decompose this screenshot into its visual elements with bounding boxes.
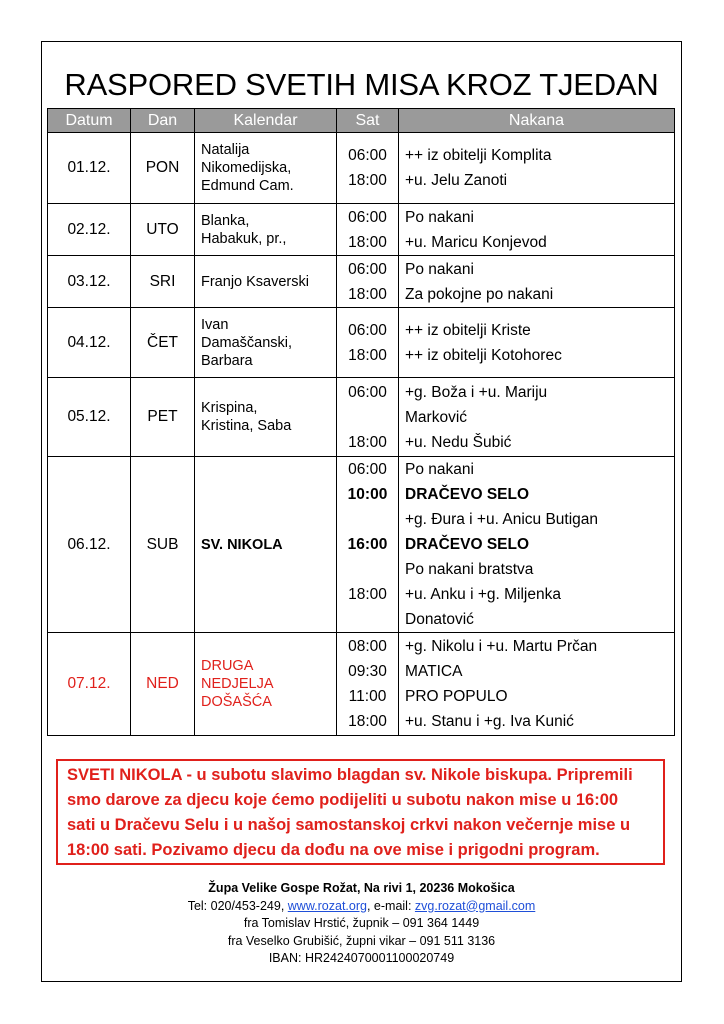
row-date: 04.12. [48,308,131,378]
row-calendar [195,256,337,308]
row-intentions [399,378,675,457]
notice-line: smo darove za djecu koje ćemo podijeliti u subotu nakon mise u 16:00 [67,791,619,809]
row-times [337,256,399,308]
time-line: 18:00 [348,172,387,189]
intention-line: Po nakani bratstva [405,561,534,578]
time-line [343,507,392,532]
row-day: SRI [131,256,195,308]
row-times [337,204,399,256]
intention-line: DRAČEVO SELO [405,536,530,553]
calendar-line: Barbara [201,352,253,369]
calendar-line: Ivan [201,316,229,333]
row-day: PON [131,133,195,204]
time-line: 18:00 [348,346,387,364]
intention-line: +u. Nedu Šubić [405,433,512,451]
row-day: ČET [131,308,195,378]
calendar-line: DOŠAŠĆA [201,694,272,710]
row-intentions [399,633,675,736]
intention-line: PRO POPULO [405,688,508,705]
table-row [48,133,675,204]
email-label: , e-mail: [366,898,412,913]
table-row [48,633,675,736]
time-line: 18:00 [348,586,387,603]
parish-address: Župa Velike Gospe Rožat, Na rivi 1, 20236 Mokošica [208,881,515,895]
row-intentions [399,256,675,308]
row-calendar [195,204,337,256]
website-link[interactable]: www.rozat.org [287,898,367,913]
calendar-line: Nikomedijska, [201,160,292,176]
row-date: 06.12. [48,457,131,633]
table-row [48,204,675,256]
time-line: 06:00 [348,461,387,478]
intention-line: +u. Stanu i +g. Iva Kunić [405,713,574,730]
table-row [48,378,675,457]
intention-line: Marković [405,408,468,426]
row-times [337,133,399,204]
header-date: Datum [48,109,131,133]
calendar-line: Krispina, [201,400,258,416]
time-line: 18:00 [348,233,387,251]
row-day: PET [131,378,195,457]
time-line: 06:00 [348,321,387,339]
row-times [337,633,399,736]
phone-text: Tel: 020/453-249, [187,898,285,913]
intention-line: +g. Boža i +u. Mariju [405,383,548,401]
row-date: 01.12. [48,133,131,204]
calendar-line: SV. NIKOLA [201,536,283,553]
time-line: 08:00 [348,638,387,655]
calendar-line: Damaščanski, [201,334,293,351]
time-line: 09:30 [348,663,387,680]
intention-line: DRAČEVO SELO [405,486,530,503]
notice-box [56,759,665,865]
intention-line: Po nakani [405,260,474,278]
time-line: 10:00 [347,486,388,503]
row-day: NED [131,633,195,736]
row-calendar [195,378,337,457]
calendar-line: Natalija [201,142,250,158]
row-date: 02.12. [48,204,131,256]
calendar-line: Kristina, Saba [201,418,292,434]
time-line [343,607,392,632]
intention-line: +g. Nikolu i +u. Martu Prčan [405,638,598,655]
row-intentions [399,308,675,378]
email-link[interactable]: zvg.rozat@gmail.com [414,898,536,913]
time-line: 06:00 [348,208,387,226]
row-date: 07.12. [48,633,131,736]
row-calendar [195,633,337,736]
calendar-line: Franjo Ksaverski [201,273,309,290]
table-row [48,308,675,378]
row-day: UTO [131,204,195,256]
time-line: 06:00 [348,383,387,401]
calendar-line: Blanka, [201,212,250,229]
row-day: SUB [131,457,195,633]
table-row [48,457,675,633]
intention-line: Po nakani [405,208,474,226]
time-line: 18:00 [348,285,387,303]
row-calendar [195,133,337,204]
time-line: 16:00 [347,536,388,553]
mass-schedule-table [47,108,675,736]
intention-line: Donatović [405,611,474,628]
row-times [337,308,399,378]
row-times [337,457,399,633]
time-line: 06:00 [348,260,387,278]
table-row [48,256,675,308]
intention-line: +u. Anku i +g. Miljenka [405,586,561,603]
contact-line [41,898,682,916]
iban: IBAN: HR2424070001100020749 [268,951,455,966]
intention-line: +u. Jelu Zanoti [405,172,508,189]
row-date: 03.12. [48,256,131,308]
page-title: RASPORED SVETIH MISA KROZ TJEDAN [64,67,659,102]
header-day: Dan [131,109,195,133]
calendar-line: Edmund Cam. [201,178,294,194]
row-calendar [195,457,337,633]
time-line: 18:00 [348,713,387,730]
time-line [343,405,392,430]
intention-line: +u. Maricu Konjevod [405,233,547,251]
header-calendar: Kalendar [195,109,337,133]
time-line: 06:00 [348,147,387,164]
vicar-contact: fra Veselko Grubišić, župni vikar – 091 511 3136 [227,933,496,948]
notice-line: 18:00 sati. Pozivamo djecu da dođu na ove mise i prigodni program. [67,841,600,859]
row-intentions [399,204,675,256]
row-intentions [399,457,675,633]
time-line: 18:00 [348,433,387,451]
row-date: 05.12. [48,378,131,457]
intention-line: MATICA [405,663,463,680]
calendar-line: NEDJELJA [201,676,274,692]
intention-line: Za pokojne po nakani [405,285,554,303]
row-calendar [195,308,337,378]
intention-line: +g. Đura i +u. Anicu Butigan [405,511,599,528]
intention-line: ++ iz obitelji Komplita [405,147,552,164]
row-intentions [399,133,675,204]
notice-line: sati u Dračevu Selu i u našoj samostanskoj crkvi nakon večernje mise u [67,816,631,834]
footer [41,880,682,968]
intention-line: ++ iz obitelji Kotohorec [405,346,562,364]
calendar-line: Habakuk, pr., [201,230,287,247]
header-intention: Nakana [399,109,675,133]
time-line [343,557,392,582]
intention-line: ++ iz obitelji Kriste [405,321,531,339]
header-time: Sat [337,109,399,133]
notice-line: SVETI NIKOLA - u subotu slavimo blagdan sv. Nikole biskupa. Pripremili [67,766,633,784]
time-line: 11:00 [348,688,387,705]
calendar-line: DRUGA [201,658,254,674]
row-times [337,378,399,457]
pastor-contact: fra Tomislav Hrstić, župnik – 091 364 1449 [243,916,480,931]
intention-line: Po nakani [405,461,474,478]
table-header-row [48,109,675,133]
